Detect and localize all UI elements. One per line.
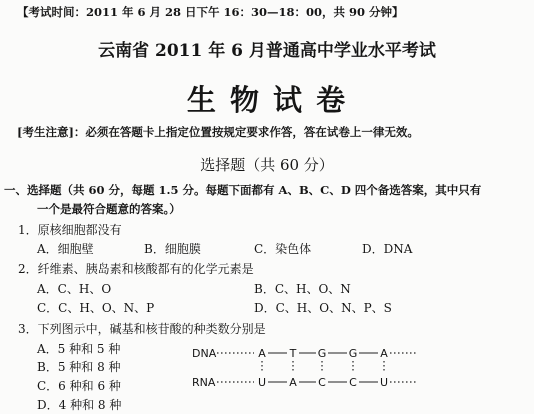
rna-base-label: U xyxy=(257,376,267,389)
instruction-line-2: 一个是最符合题意的答案。） xyxy=(37,202,181,216)
exam-time-note: 【考试时间：2011 年 6 月 28 日下午 16：30—18：00，共 90 分钟】 xyxy=(17,5,404,19)
subject-title: 生 物 试 卷 xyxy=(186,83,348,117)
question-1-stem: 1．原核细胞都没有 xyxy=(18,223,122,237)
question-3-option-d: D．4 种和 8 种 xyxy=(37,398,122,412)
exam-title: 云南省 2011 年 6 月普通高中学业水平考试 xyxy=(98,41,436,61)
section-title: 选择题（共 60 分） xyxy=(200,156,334,174)
rna-base-label: C xyxy=(318,376,326,389)
question-1-option-c: C．染色体 xyxy=(254,242,312,256)
rna-base-label: C xyxy=(349,376,357,389)
question-2-option-c: C．C、H、O、N、P xyxy=(37,301,155,315)
rna-label: RNA xyxy=(192,376,216,389)
question-2-option-a: A．C、H、O xyxy=(37,282,112,296)
dna-rna-diagram xyxy=(190,340,420,402)
question-2-option-d: D．C、H、O、N、P、S xyxy=(254,301,392,315)
question-3-option-b: B．5 种和 8 种 xyxy=(37,360,121,374)
dna-base-label: A xyxy=(380,347,388,360)
question-1-option-b: B．细胞膜 xyxy=(144,242,201,256)
rna-base-label: A xyxy=(289,376,297,389)
question-3-option-a: A．5 种和 5 种 xyxy=(37,342,121,356)
question-3-option-c: C．6 种和 6 种 xyxy=(37,379,121,393)
question-1-option-a: A．细胞壁 xyxy=(37,242,94,256)
dna-base-label: A xyxy=(258,347,266,360)
question-1-option-d: D．DNA xyxy=(362,242,413,256)
candidate-notice: [考生注意]：必须在答题卡上指定位置按规定要求作答，答在试卷上一律无效。 xyxy=(17,125,419,139)
question-2-stem: 2．纤维素、胰岛素和核酸都有的化学元素是 xyxy=(18,262,254,276)
question-3-stem: 3．下列图示中，碱基和核苷酸的种类数分别是 xyxy=(18,322,266,336)
rna-base-label: U xyxy=(379,376,389,389)
dna-label: DNA xyxy=(192,347,217,360)
dna-base-label: G xyxy=(348,347,358,360)
instruction-line-1: 一、选择题（共 60 分，每题 1.5 分。每题下面都有 A、B、C、D 四个备选答案，其中只有 xyxy=(4,183,482,197)
question-2-option-b: B．C、H、O、N xyxy=(254,282,351,296)
dna-base-label: G xyxy=(317,347,327,360)
dna-base-label: T xyxy=(289,347,297,360)
